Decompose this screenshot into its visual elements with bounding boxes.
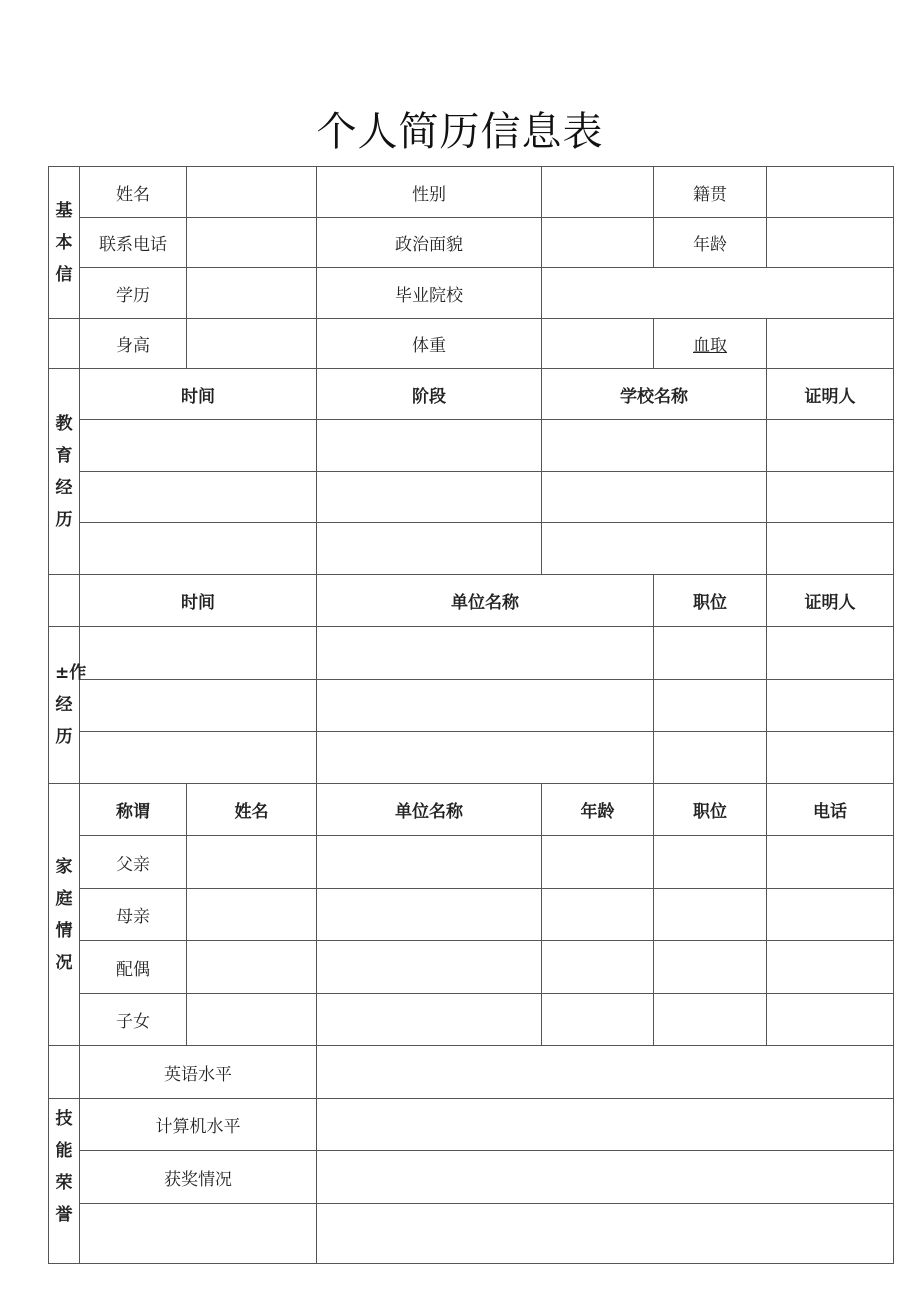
label-native-place: 籍贯 [654, 167, 767, 218]
family-row [49, 836, 894, 889]
fam-position-field[interactable] [654, 994, 767, 1046]
fam-name-field[interactable] [187, 889, 317, 941]
skill-awards-field[interactable] [317, 1151, 894, 1204]
label-school: 毕业院校 [317, 268, 542, 319]
education-row [49, 472, 894, 523]
fam-company-field[interactable] [317, 889, 542, 941]
work-section-label: ±作经历 [49, 627, 80, 784]
skill-label-english: 英语水平 [80, 1046, 317, 1099]
resume-form [48, 166, 893, 1225]
fam-age-field[interactable] [542, 836, 654, 889]
work-company-field[interactable] [317, 732, 654, 784]
gender-field[interactable] [542, 167, 654, 218]
fam-header-company: 单位名称 [317, 784, 542, 836]
edu-time-field[interactable] [80, 472, 317, 523]
work-header-position: 职位 [654, 575, 767, 627]
fam-phone-field[interactable] [767, 836, 894, 889]
education-row [49, 420, 894, 472]
work-position-field[interactable] [654, 680, 767, 732]
work-row [49, 732, 894, 784]
fam-age-field[interactable] [542, 941, 654, 994]
work-time-field[interactable] [80, 680, 317, 732]
weight-field[interactable] [542, 319, 654, 369]
edu-header-stage: 阶段 [317, 369, 542, 420]
side-spacer [49, 575, 80, 627]
education-row [49, 523, 894, 575]
edu-header-time: 时间 [80, 369, 317, 420]
label-height: 身高 [80, 319, 187, 369]
political-status-field[interactable] [542, 218, 654, 268]
label-education: 学历 [80, 268, 187, 319]
work-header-reference: 证明人 [767, 575, 894, 627]
blood-type-field[interactable] [767, 319, 894, 369]
skills-row [49, 1151, 894, 1204]
edu-stage-field[interactable] [317, 420, 542, 472]
fam-relation-label: 父亲 [80, 836, 187, 889]
edu-header-school: 学校名称 [542, 369, 767, 420]
name-field[interactable] [187, 167, 317, 218]
education-field[interactable] [187, 268, 317, 319]
fam-header-phone: 电话 [767, 784, 894, 836]
education-header-row [49, 369, 894, 420]
edu-reference-field[interactable] [767, 420, 894, 472]
phone-field[interactable] [187, 218, 317, 268]
label-blood-type: 血取 [654, 319, 767, 369]
edu-header-reference: 证明人 [767, 369, 894, 420]
basic-row-1 [49, 167, 894, 218]
basic-row-3 [49, 268, 894, 319]
work-header-time: 时间 [80, 575, 317, 627]
fam-age-field[interactable] [542, 889, 654, 941]
label-name: 姓名 [80, 167, 187, 218]
work-header-row [49, 575, 894, 627]
fam-company-field[interactable] [317, 836, 542, 889]
edu-school-field[interactable] [542, 420, 767, 472]
fam-header-position: 职位 [654, 784, 767, 836]
skill-extra-label [80, 1204, 317, 1264]
resume-table [48, 166, 894, 1264]
fam-phone-field[interactable] [767, 941, 894, 994]
basic-row-2 [49, 218, 894, 268]
school-field[interactable] [542, 268, 894, 319]
edu-reference-field[interactable] [767, 523, 894, 575]
family-header-row [49, 784, 894, 836]
skills-row [49, 1099, 894, 1151]
skill-label-computer: 计算机水平 [80, 1099, 317, 1151]
edu-time-field[interactable] [80, 420, 317, 472]
fam-phone-field[interactable] [767, 889, 894, 941]
fam-phone-field[interactable] [767, 994, 894, 1046]
work-company-field[interactable] [317, 680, 654, 732]
fam-relation-label: 子女 [80, 994, 187, 1046]
skill-extra-field[interactable] [317, 1204, 894, 1264]
fam-relation-label: 配偶 [80, 941, 187, 994]
work-position-field[interactable] [654, 732, 767, 784]
label-age: 年龄 [654, 218, 767, 268]
family-row [49, 994, 894, 1046]
fam-position-field[interactable] [654, 941, 767, 994]
work-time-field[interactable] [80, 627, 317, 680]
label-gender: 性别 [317, 167, 542, 218]
fam-header-age: 年龄 [542, 784, 654, 836]
label-phone: 联系电话 [80, 218, 187, 268]
skill-computer-field[interactable] [317, 1099, 894, 1151]
fam-header-name: 姓名 [187, 784, 317, 836]
height-field[interactable] [187, 319, 317, 369]
basic-section-label: 基本信 [49, 167, 80, 319]
skills-row [49, 1046, 894, 1099]
edu-stage-field[interactable] [317, 523, 542, 575]
family-section-label: 家庭情况 [49, 784, 80, 1046]
fam-position-field[interactable] [654, 889, 767, 941]
family-row [49, 941, 894, 994]
fam-position-field[interactable] [654, 836, 767, 889]
work-reference-field[interactable] [767, 680, 894, 732]
edu-school-field[interactable] [542, 472, 767, 523]
fam-header-relation: 称谓 [80, 784, 187, 836]
fam-age-field[interactable] [542, 994, 654, 1046]
native-place-field[interactable] [767, 167, 894, 218]
skill-label-awards: 获奖情况 [80, 1151, 317, 1204]
fam-name-field[interactable] [187, 994, 317, 1046]
skills-row-extra [49, 1204, 894, 1264]
label-weight: 体重 [317, 319, 542, 369]
work-reference-field[interactable] [767, 732, 894, 784]
work-position-field[interactable] [654, 627, 767, 680]
education-section-label: 教育经历 [49, 369, 80, 575]
work-company-field[interactable] [317, 627, 654, 680]
page-title: 个人简历信息表 [316, 109, 604, 155]
age-field[interactable] [767, 218, 894, 268]
fam-company-field[interactable] [317, 994, 542, 1046]
edu-stage-field[interactable] [317, 472, 542, 523]
skill-english-field[interactable] [317, 1046, 894, 1099]
work-row [49, 627, 894, 680]
fam-name-field[interactable] [187, 941, 317, 994]
edu-reference-field[interactable] [767, 472, 894, 523]
work-reference-field[interactable] [767, 627, 894, 680]
edu-time-field[interactable] [80, 523, 317, 575]
work-row [49, 680, 894, 732]
work-time-field[interactable] [80, 732, 317, 784]
side-spacer [49, 319, 80, 369]
edu-school-field[interactable] [542, 523, 767, 575]
skills-section-label: 技能荣誉 [49, 1099, 80, 1264]
work-header-company: 单位名称 [317, 575, 654, 627]
fam-relation-label: 母亲 [80, 889, 187, 941]
fam-name-field[interactable] [187, 836, 317, 889]
label-political-status: 政治面貌 [317, 218, 542, 268]
basic-row-4 [49, 319, 894, 369]
fam-company-field[interactable] [317, 941, 542, 994]
family-row [49, 889, 894, 941]
side-spacer [49, 1046, 80, 1099]
